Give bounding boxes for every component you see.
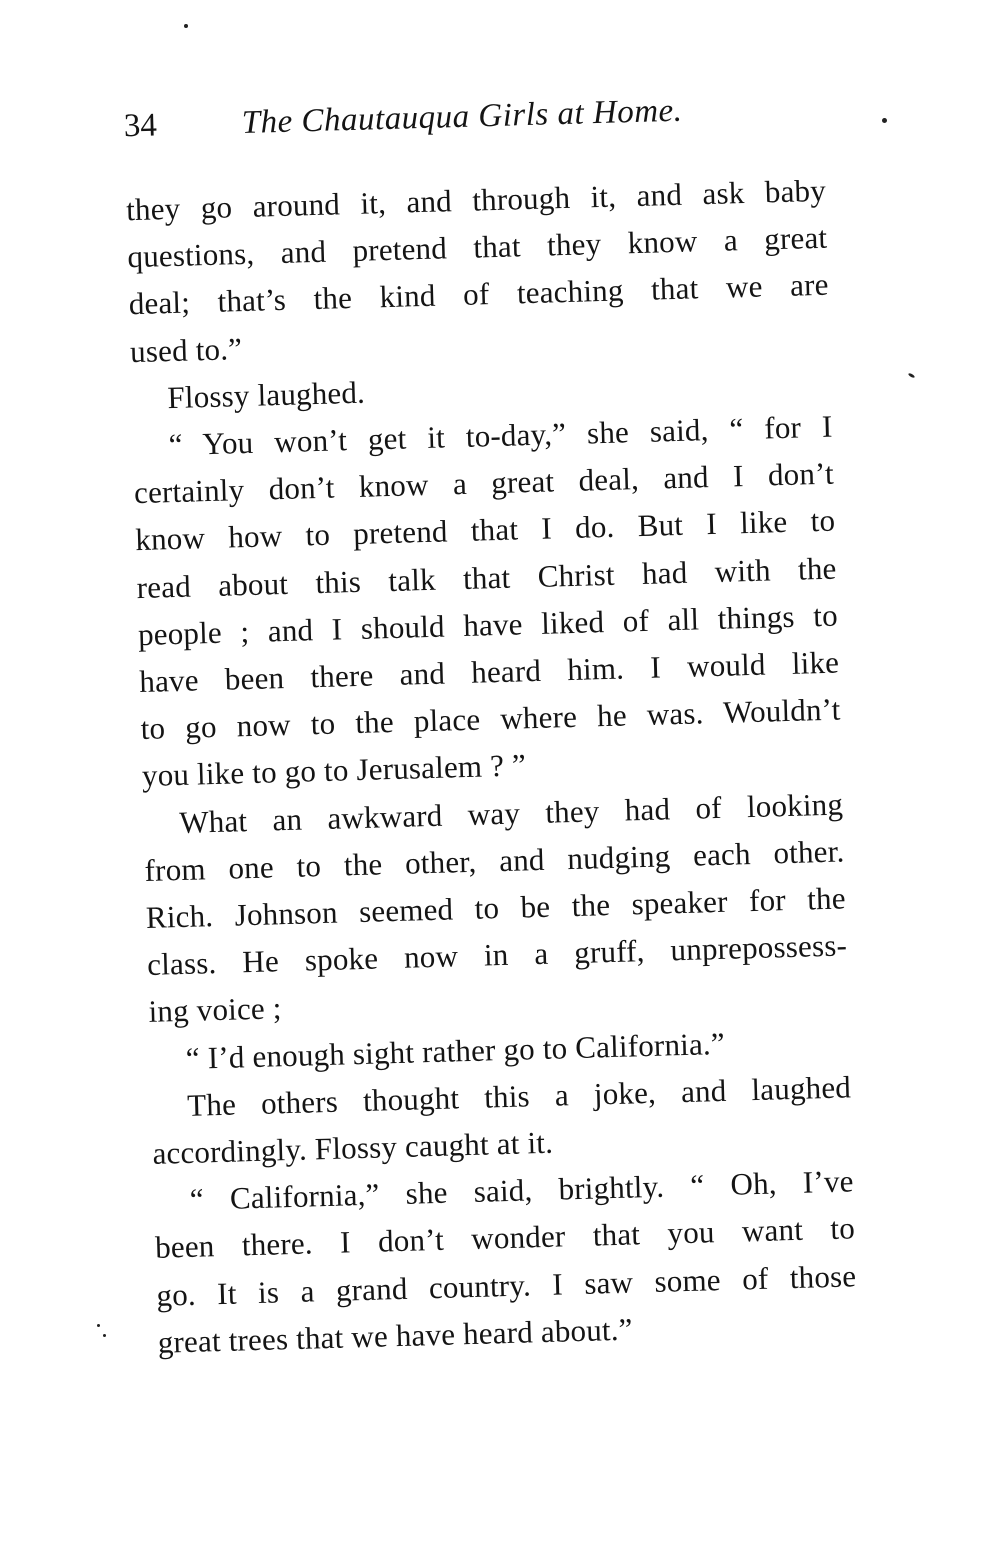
page-number: 34: [123, 107, 158, 145]
body-text: [126, 167, 859, 1366]
text-line: ing voice ;: [148, 990, 283, 1030]
text-line: know how to pretend that I do. But I like to: [134, 503, 836, 558]
text-line: accordingly. Flossy caught at it.: [152, 1124, 554, 1171]
scan-speck: [103, 1334, 106, 1337]
running-title: The Chautauqua Girls at Home.: [241, 92, 683, 141]
scan-speck: [184, 24, 188, 28]
text-line: deal; that’s the kind of teaching that we are: [128, 267, 830, 322]
text-line: certainly don’t know a great deal, and I don’t: [133, 455, 835, 511]
text-line: great trees that we have heard about.”: [157, 1311, 634, 1360]
page-header: [123, 88, 864, 149]
text-line: been there. I don’t wonder that you want to: [154, 1210, 856, 1266]
text-line: “ You won’t get it to-day,” she said, “ for I: [168, 408, 833, 463]
text-line: What an awkward way they had of looking: [178, 786, 844, 840]
text-line: to go now to the place where he was. Wouldn’t: [140, 691, 841, 747]
scan-speck: [882, 118, 887, 123]
text-line: go. It is a grand country. I saw some of those: [155, 1257, 857, 1313]
text-line: Rich. Johnson seemed to be the speaker for the: [145, 880, 847, 936]
text-line: questions, and pretend that they know a great: [126, 219, 828, 275]
text-line: Flossy laughed.: [166, 374, 366, 415]
text-line: read about this talk that Christ had with the: [136, 550, 837, 605]
text-line: The others thought this a joke, and laughed: [186, 1069, 852, 1123]
text-line: they go around it, and through it, and ask baby: [125, 172, 827, 228]
text-line: from one to the other, and nudging each other.: [144, 833, 845, 888]
text-line: have been there and heard him. I would like: [138, 644, 840, 700]
text-line: “ California,” she said, brightly. “ Oh, I’ve: [189, 1163, 855, 1218]
text-line: class. He spoke now in a gruff, unprepossess-: [146, 927, 848, 983]
text-line: people ; and I should have liked of all things to: [137, 597, 839, 652]
text-line: used to.”: [129, 330, 243, 369]
scan-speck: [97, 1324, 100, 1327]
text-line: “ I’d enough sight rather go to California.”: [185, 1025, 726, 1076]
text-line: you like to go to Jerusalem ? ”: [141, 747, 527, 794]
